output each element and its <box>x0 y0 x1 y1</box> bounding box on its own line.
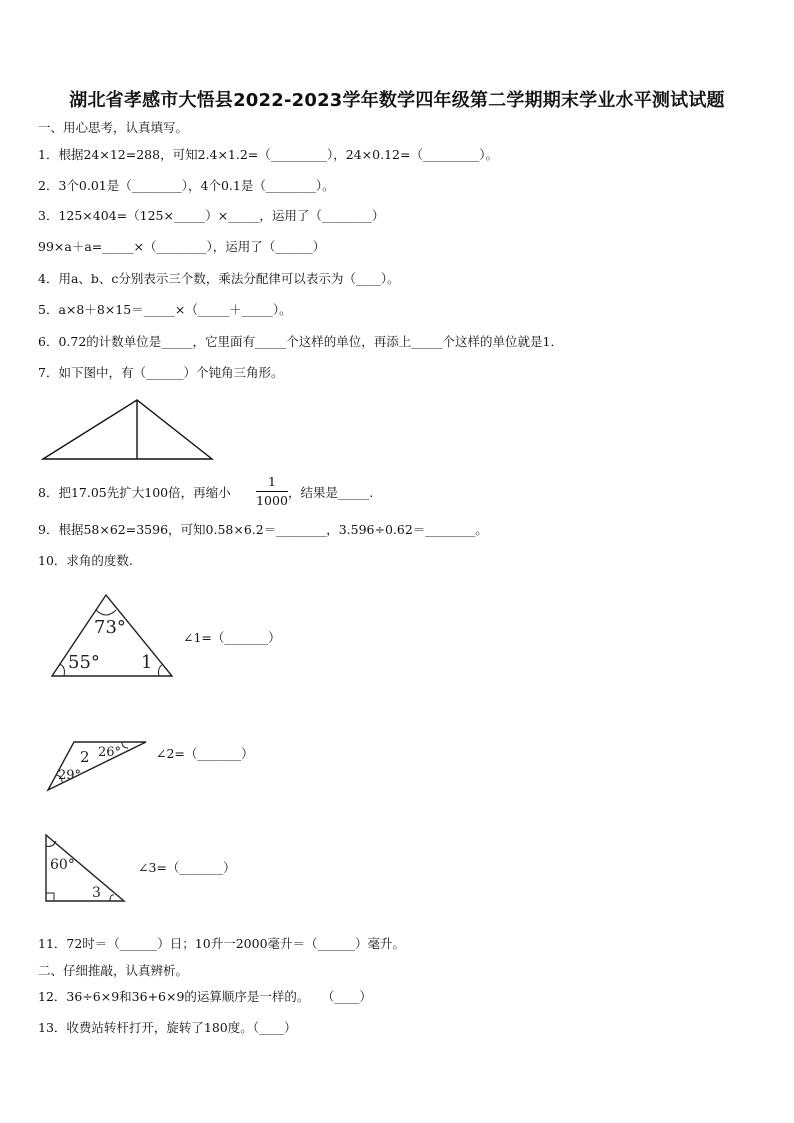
question-4: 4．用a、b、c分别表示三个数，乘法分配律可以表示为（____）。 <box>38 271 400 286</box>
question-9: 9．根据58×62=3596，可知0.58×6.2＝________，3.596÷0.62＝________。 <box>38 522 488 537</box>
question-7: 7．如下图中，有（______）个钝角三角形。 <box>38 365 284 380</box>
fig1-left-angle-label: 55° <box>68 652 100 673</box>
question-2: 2．3个0.01是（________），4个0.1是（________）。 <box>38 178 335 193</box>
question-5: 5．a×8＋8×15＝_____×（_____＋_____）。 <box>38 302 292 317</box>
question-3a: 3．125×404=（125×_____）×_____，运用了（________） <box>38 208 385 223</box>
question-3b: 99×a＋a=_____×（________），运用了（______） <box>38 239 326 254</box>
fraction-one-thousandth <box>252 474 292 509</box>
question-1: 1．根据24×12=288，可知2.4×1.2=（_________），24×0.12=（_________）。 <box>38 147 498 162</box>
fig2-answer: ∠2=（_______） <box>156 746 254 761</box>
fraction-denominator: 1000 <box>256 493 288 508</box>
fig1-answer: ∠1=（_______） <box>183 630 281 645</box>
question-12: 12．36÷6×9和36+6×9的运算顺序是一样的。 （____） <box>38 989 372 1004</box>
question-13: 13．收费站转杆打开，旋转了180度。（____） <box>38 1020 297 1035</box>
q8-text-post: ，结果是_____. <box>288 485 374 500</box>
fig1-top-angle-label: 73° <box>94 617 126 638</box>
fig2-angle-2-label: 2 <box>80 748 90 766</box>
fig2-29-degree-label: 29° <box>58 768 82 783</box>
fig3-60-degree-label: 60° <box>50 857 75 873</box>
fig3-answer: ∠3=（_______） <box>138 860 236 875</box>
page-title: 湖北省孝感市大悟县2022-2023学年数学四年级第二学期期末学业水平测试试题 <box>69 90 725 111</box>
question-6: 6．0.72的计数单位是_____，它里面有_____个这样的单位，再添上_____个这样的单位就是1． <box>38 334 563 349</box>
question-8 <box>38 484 231 502</box>
section-heading-1: 一、用心思考，认真填写。 <box>38 120 189 135</box>
fig1-angle-1-label: 1 <box>141 652 153 673</box>
fig2-26-degree-label: 26° <box>98 745 122 760</box>
fig3-angle-3-label: 3 <box>92 885 101 901</box>
q8-text-pre: 8．把17.05先扩大100倍，再缩小 <box>38 485 231 500</box>
question-11: 11．72时＝（______）日；10升一2000毫升＝（______）毫升。 <box>38 936 406 951</box>
section-heading-2: 二、仔细推敲，认真辨析。 <box>38 963 189 978</box>
fraction-bar <box>256 491 288 492</box>
fraction-numerator: 1 <box>268 474 276 489</box>
question-10: 10．求角的度数. <box>38 553 133 568</box>
